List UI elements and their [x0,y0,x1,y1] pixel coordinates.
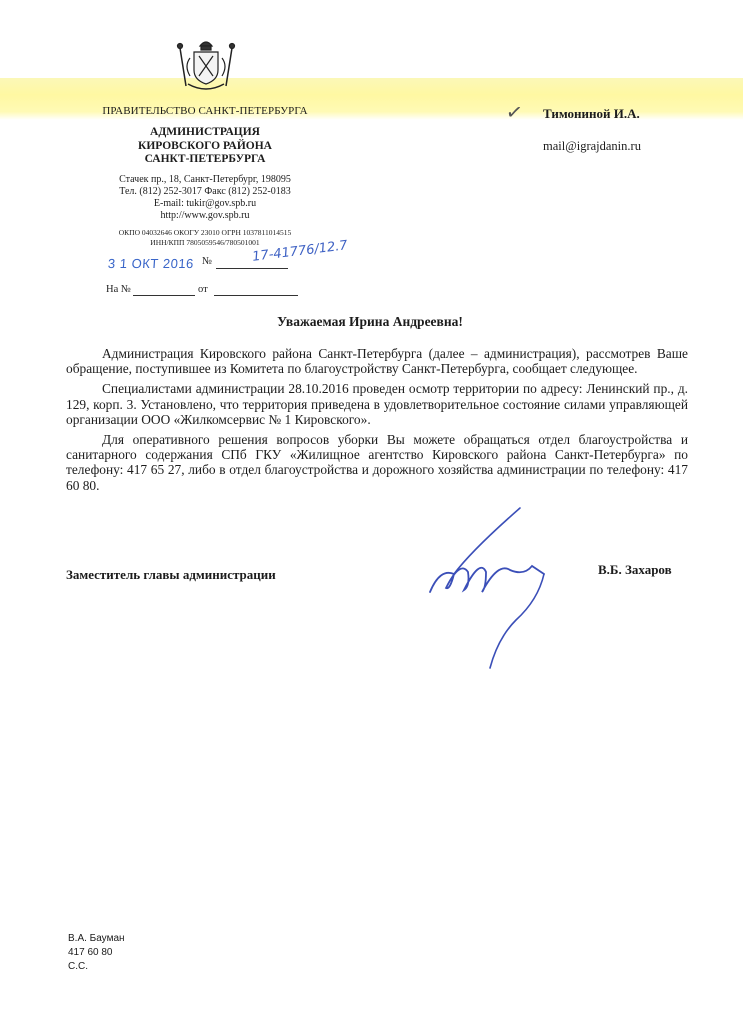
administration-line: САНКТ-ПЕТЕРБУРГА [144,153,266,165]
reference-from-underline [214,295,298,296]
date-stamp: 3 1 ОКТ 2016 [107,256,195,271]
reference-from-label: от [198,284,208,295]
registry-codes-line: ОКПО 04032646 ОКОГУ 23010 ОГРН 1037811014515 [118,228,292,237]
executor-line: 417 60 80 [68,947,113,958]
salutation: Уважаемая Ирина Андреевна! [277,314,463,329]
government-name: ПРАВИТЕЛЬСТВО САНКТ-ПЕТЕРБУРГА [102,105,308,117]
paragraph: Специалистами администрации 28.10.2016 проведен осмотр территории по адресу: Ленинский пр., д. 129, корп. 3. Установлено, что территория приведена в удовлетворительное состояние силами управляющей организации ООО «Жилкомсервис № 1 Кировского». [66,381,688,427]
addressee-name: Тимониной И.А. [543,106,640,121]
website: http://www.gov.spb.ru [160,210,250,221]
registry-codes [90,228,320,247]
phone-fax: Тел. (812) 252-3017 Факс (812) 252-0183 [119,186,291,197]
registry-codes-line: ИНН/КПП 7805059546/780501001 [150,237,260,247]
address: Стачек пр., 18, Санкт-Петербург, 198095 [119,174,291,185]
executor-line: В.А. Бауман [68,933,125,944]
paragraph: Для оперативного решения вопросов уборки Вы можете обращаться отдел благоустройства и санитарного содержания СПб ГКУ «Жилищное агентство Кировского района Санкт-Петербурга» по телефону: 417 65 27, либо в отдел благоустройства и дорожного хозяйства администрации по телефону: 417 60 80. [66,432,688,493]
handwritten-signature [420,500,570,675]
coat-of-arms-emblem [174,36,238,94]
executor-line: С.С. [68,961,88,972]
administration-line: АДМИНИСТРАЦИЯ [150,126,260,138]
outgoing-number-handwritten: 17-41776/12.7 [251,238,349,265]
number-underline [216,268,288,269]
letter-body [66,346,688,498]
signatory-name: В.Б. Захаров [598,562,672,577]
reference-label: На № [106,284,131,295]
number-label: № [202,256,213,267]
executor-info [68,932,125,974]
addressee-email: mail@igrajdanin.ru [543,139,641,153]
administration-name [100,126,310,167]
administration-line: КИРОВСКОГО РАЙОНА [137,139,272,152]
letterhead-email: E-mail: tukir@gov.spb.ru [153,198,257,209]
paragraph: Администрация Кировского района Санкт-Петербурга (далее – администрация), рассмотрев Ваше обращение, поступившее из Комитета по благоустройству Санкт-Петербурга, сообщает следующее. [66,346,688,377]
check-mark: ✓ [504,100,525,126]
reference-underline [133,295,195,296]
signatory-title: Заместитель главы администрации [66,567,276,582]
letterhead-contacts [90,174,320,222]
